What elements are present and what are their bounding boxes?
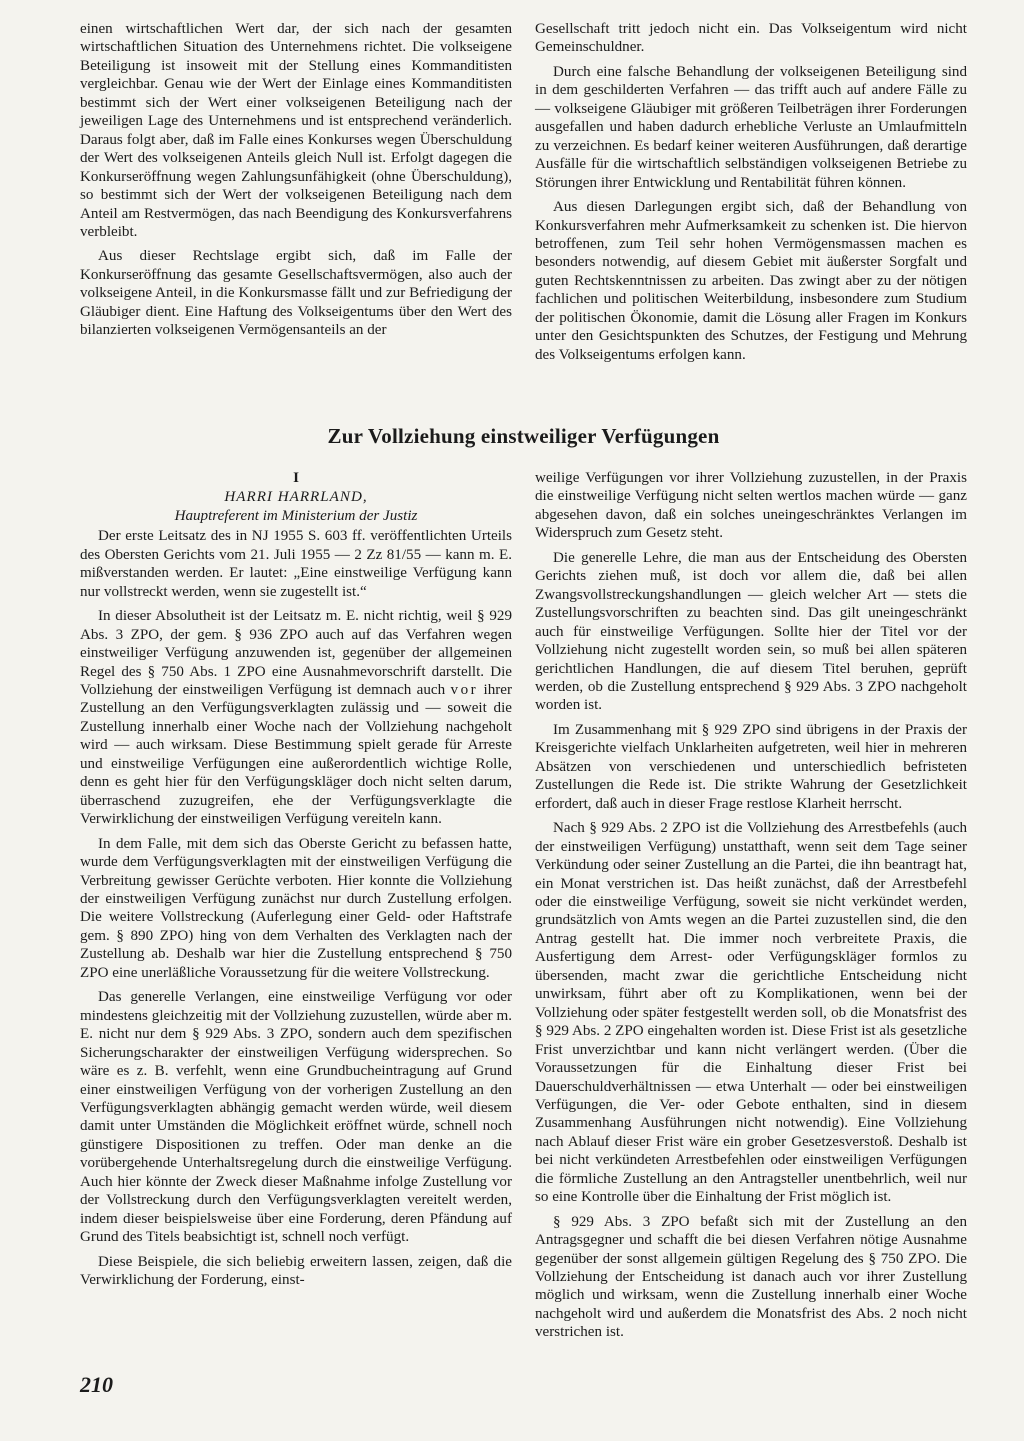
paragraph [80, 607, 512, 828]
paragraph: weilige Verfügungen vor ihrer Vollziehung zuzustellen, in der Praxis die einstweilige Verfügung nicht selten wertlos machen würde — ganz abgesehen davon, daß ein solches uneingeschränktes Verlangen im Widerspruch zum Gesetz steht. [535, 470, 967, 542]
top-right-column [535, 20, 967, 370]
emphasized-word: vor [450, 681, 479, 698]
paragraph: Diese Beispiele, die sich beliebig erweitern lassen, zeigen, daß die Verwirklichung der Forderung, einst- [80, 1253, 512, 1289]
page-number: 210 [80, 1372, 113, 1397]
paragraph: Aus diesen Darlegungen ergibt sich, daß der Behandlung von Konkursverfahren mehr Aufmerksamkeit zu schenken ist. Die hiervon betroffenen, zum Teil sehr hohen Vermögensmassen machen es besonders notwendig, auf diesem Gebiet mit äußerster Sorgfalt und guten Rechtskenntnissen zu arbeiten. Das zwingt aber zu der nötigen fachlichen und politischen Weiterbildung, insbesondere zum Studium der politischen Ökonomie, damit die Lösung aller Fragen im Konkurs unter den Gesichtspunkten des Schutzes, der Festigung und Mehrung des Volkseigentums erfolgen kann. [535, 199, 967, 363]
paragraph-part: In dieser Absolutheit ist der Leitsatz m. E. nicht richtig, weil § 929 Abs. 3 ZPO, der gem. § 936 ZPO auch auf das Verfahren wegen einstweiliger Verfügung anzuwenden ist, gegenüber der allgemeinen Regel des § 750 Abs. 1 ZPO eine Ausnahmevorschrift darstellt. Die Vollziehung der einstweiligen Verfügung ist demnach auch [80, 608, 512, 698]
article-left-column [80, 469, 512, 1295]
paragraph: Das generelle Verlangen, eine einstweilige Verfügung vor oder mindestens gleichzeitig mit der Vollziehung zuzustellen, würde aber m. E. nicht nur dem § 929 Abs. 3 ZPO, sondern auch dem spezifischen Sicherungscharakter der einstweiligen Verfügung widersprechen. So wäre es z. B. verfehlt, wenn eine Grundbucheintragung auf Grund einer einstweiligen Verfügung von der vorherigen Zustellung an den Verfügungsverklagten abhängig gemacht werden würde, weil diesem damit unter Umständen die Möglichkeit eröffnet würde, schnell noch günstigere Dispositionen zu treffen. Oder man denke an die vorübergehende Unterhaltsregelung durch die einstweilige Verfügung. Auch hier könnte der Zweck dieser Maßnahme infolge Zustellung vor der Vollstreckung durch den Verfügungsverklagten vereitelt werden, indem dieser beispielsweise über eine Forderung, deren Pfändung auf Grund des Titels beabsichtigt ist, schnell noch verfügt. [80, 989, 512, 1246]
paragraph: Die generelle Lehre, die man aus der Entscheidung des Obersten Gerichts ziehen muß, ist doch vor allem die, daß bei allen Zwangsvollstreckungshandlungen — gleich welcher Art — stets die Zustellungsvorschriften zu beachten sind. Das gilt uneingeschränkt auch für einstweilige Verfügungen. Sollte hier der Titel vor der Vollziehung nicht zugestellt worden sein, so muß bei allen späteren gerichtlichen Handlungen, die auf diesem Titel beruhen, geprüft werden, ob die Zustellung entsprechend § 929 Abs. 3 ZPO nachgeholt worden ist. [535, 549, 967, 714]
section-number: I [293, 470, 299, 486]
paragraph: Im Zusammenhang mit § 929 ZPO sind übrigens in der Praxis der Kreisgerichte vielfach Unklarheiten aufgetreten, weil hier in mehreren Absätzen von verschiedenen und unterschiedlich befristeten Zustellungen die Rede ist. Die strikte Wahrung der Gesetzlichkeit erfordert, daß auch in dieser Frage restlose Klarheit herrscht. [535, 721, 967, 812]
article-title: Zur Vollziehung einstweiliger Verfügungen [327, 424, 720, 448]
paragraph: einen wirtschaftlichen Wert dar, der sich nach der gesamten wirtschaftlichen Situation des Unternehmens richtet. Die volkseigene Beteiligung ist insoweit mit der Stellung eines Kommanditisten vergleichbar. Genau wie der Wert der Einlage eines Kommanditisten bestimmt sich der Wert einer volkseigenen Beteiligung nach der jeweiligen Lage des Unternehmens und ist entsprechend veränderlich. Daraus folgt aber, daß im Falle eines Konkurses wegen Überschuldung der Wert des volkseigenen Anteils gleich Null ist. Erfolgt dagegen die Konkurseröffnung wegen Zahlungsunfähigkeit (ohne Überschuldung), so bestimmt sich der Wert der volkseigenen Beteiligung nach dem Anteil am Restvermögen, das nach Beendigung des Konkursverfahrens verbleibt. [80, 21, 512, 240]
top-left-column [80, 20, 512, 346]
paragraph: Der erste Leitsatz des in NJ 1955 S. 603 ff. veröffentlichten Urteils des Obersten Gerichts vom 21. Juli 1955 — 2 Zz 81/55 — kann m. E. mißverstanden werden. Er lautet: „Eine einstweilige Verfügung kann nur vollstreckt werden, wenn sie zugestellt ist.“ [80, 528, 512, 600]
paragraph: Durch eine falsche Behandlung der volkseigenen Beteiligung sind in dem geschilderten Verfahren — das trifft auch auf andere Fälle zu — volkseigene Gläubiger mit größeren Teilbeträgen ihrer Forderungen ausgefallen und haben dadurch erhebliche Verluste an Umlaufmitteln zu verzeichnen. Es bedarf keiner weiteren Ausführungen, daß derartige Ausfälle für die wirtschaftlich selbständigen volkseigenen Betriebe zu Störungen ihrer Entwicklung und Rentabilität führen können. [535, 63, 967, 191]
paragraph: § 929 Abs. 3 ZPO befaßt sich mit der Zustellung an den Antragsgegner und schafft die bei diesen Verfahren nötige Ausnahme gegenüber der sonst allgemein gültigen Regelung des § 750 ZPO. Die Vollziehung der Entscheidung ist danach auch vor ihrer Zustellung möglich und wirksam, wenn die Zustellung innerhalb einer Woche nachgeholt wird und außerdem die Monatsfrist des Abs. 2 noch nicht verstrichen ist. [535, 1213, 967, 1341]
paragraph-part: ihrer Zustellung an den Verfügungsverklagten zulässig und — soweit die Zustellung innerhalb einer Woche nach der Vollziehung nachgeholt wird — auch wirksam. Diese Bestimmung spielt gerade für Arreste und einstweilige Verfügungen eine außerordentlich wichtige Rolle, denn es geht hier für den Verfügungskläger doch nicht selten darum, überraschend zuzugreifen, ehe der Verfügungsverklagte die Verwirklichung der einstweiligen Verfügung vereiteln kann. [80, 681, 513, 828]
author-name: HARRI HARRLAND, [224, 489, 368, 506]
paragraph: Gesellschaft tritt jedoch nicht ein. Das Volkseigentum wird nicht Gemeinschuldner. [535, 21, 967, 56]
article-right-column [535, 469, 967, 1348]
author-role: Hauptreferent im Ministerium der Justiz [174, 507, 418, 524]
paragraph: Nach § 929 Abs. 2 ZPO ist die Vollziehung des Arrestbefehls (auch der einstweiligen Verfügung) unstatthaft, wenn seit dem Tage seiner Verkündung oder seiner Zustellung an die Partei, die ihn beantragt hat, ein Monat verstrichen ist. Das heißt zunächst, daß der Arrestbefehl oder die einstweilige Verfügung, soweit sie nicht verkündet werden, grundsätzlich von Amts wegen an die Partei zuzustellen sind, die den Antrag gestellt hat. Die immer noch verbreitete Praxis, die Ausfertigung dem Arrest- oder Verfügungskläger formlos zu übersenden, macht zwar die gerichtliche Entscheidung nicht unwirksam, führt aber oft zu Komplikationen, wenn bei der Vollziehung oder später festgestellt werden soll, ob die Monatsfrist des § 929 Abs. 2 ZPO eingehalten worden ist. Diese Frist ist als gesetzliche Frist unverzichtbar und kann nicht verlängert werden. (Über die Voraussetzungen für die Einhaltung dieser Frist bei Dauerschuldverhältnissen — etwa Unterhalt — oder bei einstweiligen Verfügungen, die Ver- oder Gebote enthalten, sind in diesem Zusammenhang Ausführungen nicht notwendig). Eine Vollziehung nach Ablauf dieser Frist wäre ein grober Gesetzesverstoß. Deshalb ist bei nicht verkündeten Arrestbefehlen oder einstweiligen Verfügungen die förmliche Zustellung an den Antragsteller unentbehrlich, weil nur so eine Kontrolle über die Einhaltung der Frist möglich ist. [535, 820, 967, 1206]
paragraph: In dem Falle, mit dem sich das Oberste Gericht zu befassen hatte, wurde dem Verfügungsverklagten mit der einstweiligen Verfügung die Verbreitung gewisser Gerüchte verboten. Hier konnte die Vollziehung der einstweiligen Verfügung zunächst nur durch Zustellung erfolgen. Die weitere Vollstreckung (Auferlegung einer Geld- oder Haftstrafe gem. § 890 ZPO) hing von dem Verhalten des Verklagten nach der Zustellung ab. Deshalb war hier die Zustellung entsprechend § 750 ZPO eine unerläßliche Voraussetzung für die weitere Vollstreckung. [80, 835, 512, 981]
paragraph: Aus dieser Rechtslage ergibt sich, daß im Falle der Konkurseröffnung das gesamte Gesellschaftsvermögen, also auch der volkseigene Anteil, in die Konkursmasse fällt und zur Befriedigung der Gläubiger dient. Eine Haftung des Volkseigentums über den Wert des bilanzierten volkseigenen Vermögensanteils an der [80, 248, 512, 339]
